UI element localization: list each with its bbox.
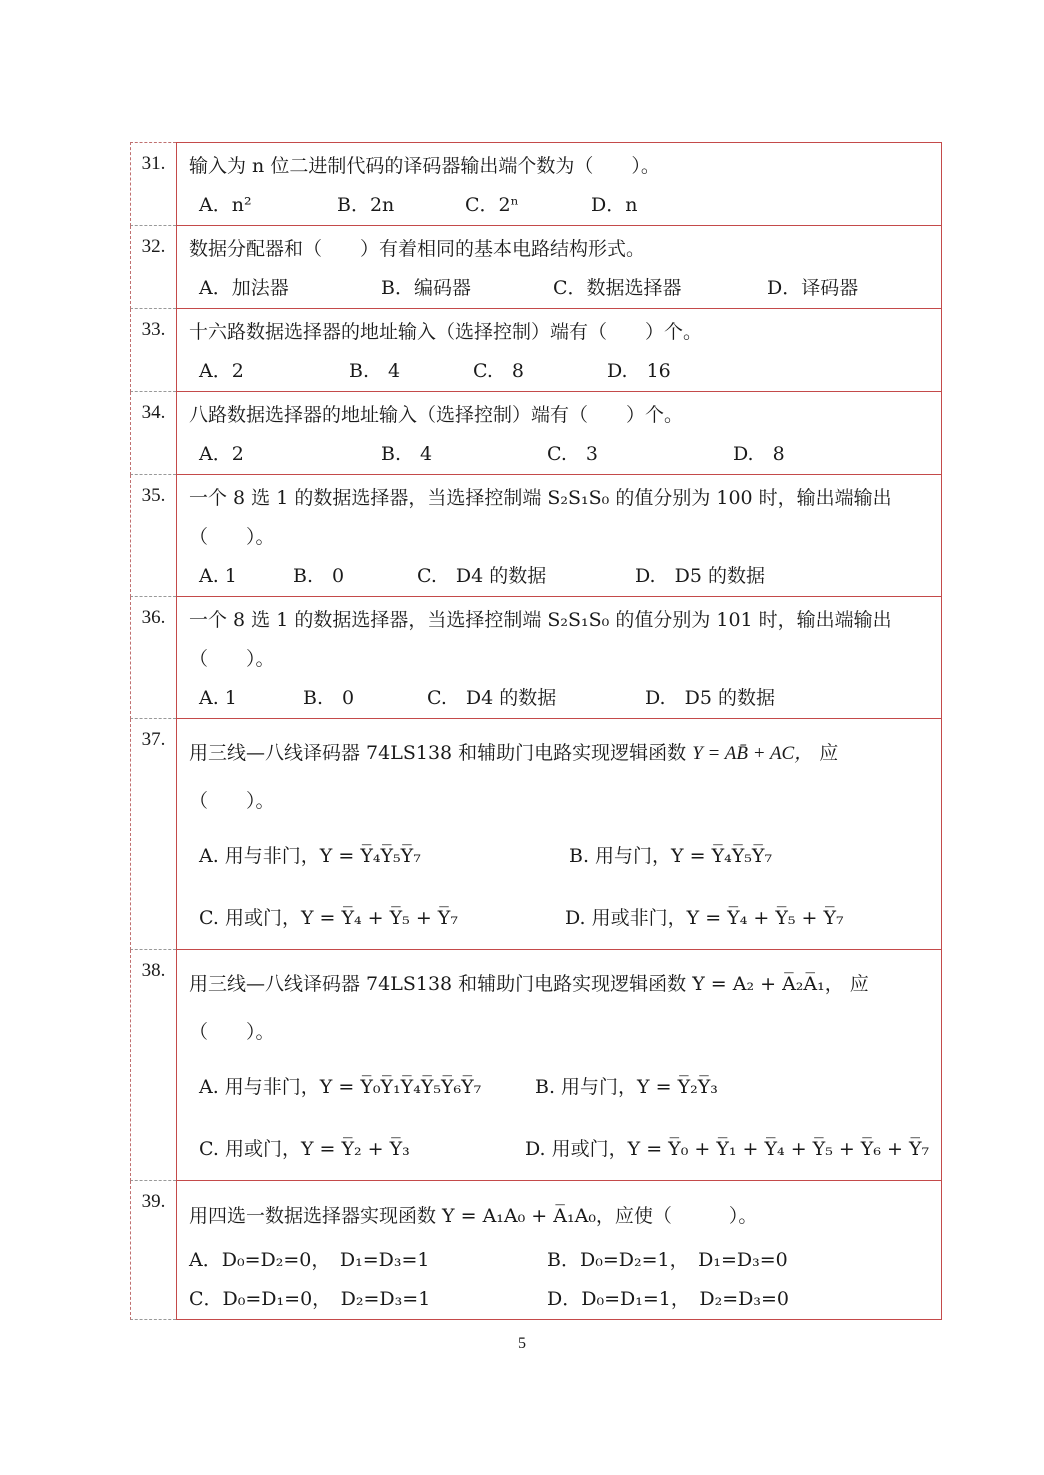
question-stem-continued: （ ）。 — [189, 648, 275, 670]
logic-formula: Y = AB̄ + AC， — [692, 743, 814, 764]
question-stem: 用三线—八线译码器 74LS138 和辅助门电路实现逻辑函数 — [189, 742, 687, 764]
question-stem-continued: （ ）。 — [189, 1021, 275, 1043]
option-c: C. 用或门，Y = Y̅₂ + Y̅₃ — [199, 1138, 410, 1160]
question-content — [176, 1181, 942, 1320]
option-b: B. 0 — [303, 687, 355, 709]
option-d: D．D₀=D₁=1， D₂=D₃=0 — [547, 1288, 789, 1310]
question-row-37 — [130, 719, 942, 950]
options-row — [189, 1241, 931, 1280]
question-stem-continued: （ ）。 — [189, 526, 275, 548]
option-b: B．编码器 — [381, 277, 471, 299]
option-b: B．2n — [337, 194, 395, 216]
question-content — [176, 597, 942, 719]
question-content — [176, 392, 942, 475]
option-c: C. D4 的数据 — [427, 687, 557, 709]
option-c: C. 8 — [473, 360, 524, 382]
options-row — [189, 269, 931, 308]
question-content — [176, 719, 942, 950]
question-row-35 — [130, 475, 942, 597]
question-stem-tail: 应 — [849, 973, 869, 995]
question-row-34 — [130, 392, 942, 475]
options-row — [189, 1280, 931, 1319]
option-d: D. 用或门，Y = Y̅₀ + Y̅₁ + Y̅₄ + Y̅₅ + Y̅₆ + Y̅₇ — [525, 1138, 930, 1160]
question-row-33 — [130, 309, 942, 392]
question-row-36 — [130, 597, 942, 719]
question-number: 37. — [130, 719, 176, 950]
option-c: C. 3 — [547, 443, 598, 465]
options-row — [189, 186, 931, 225]
question-row-39 — [130, 1181, 942, 1320]
question-content — [176, 142, 942, 226]
option-d: D. 16 — [607, 360, 671, 382]
option-b: B．D₀=D₂=1， D₁=D₃=0 — [547, 1249, 788, 1271]
question-row-38 — [130, 950, 942, 1181]
option-b: B. 0 — [293, 565, 345, 587]
option-c: C．数据选择器 — [553, 277, 682, 299]
options-row — [189, 679, 931, 718]
question-stem: 数据分配器和（ ）有着相同的基本电路结构形式。 — [189, 238, 646, 260]
option-a: A．2 — [199, 360, 244, 382]
question-stem: 十六路数据选择器的地址输入（选择控制）端有（ ）个。 — [189, 321, 703, 343]
options-row — [189, 352, 931, 391]
option-a: A．2 — [199, 443, 244, 465]
question-content — [176, 309, 942, 392]
question-row-31 — [130, 142, 942, 226]
question-row-32 — [130, 226, 942, 309]
option-b: B. 用与门，Y = Y̅₂Y̅₃ — [535, 1076, 718, 1098]
option-d: D. 8 — [733, 443, 785, 465]
question-stem-tail: 应 — [819, 742, 839, 764]
question-stem: 一个 8 选 1 的数据选择器，当选择控制端 S₂S₁S₀ 的值分别为 100 时，输出端输出 — [189, 487, 892, 509]
question-number: 36. — [130, 597, 176, 719]
options-row — [189, 887, 931, 949]
question-stem: 一个 8 选 1 的数据选择器，当选择控制端 S₂S₁S₀ 的值分别为 101 时，输出端输出 — [189, 609, 892, 631]
option-a: A. 1 — [199, 565, 237, 587]
question-table — [130, 142, 942, 1320]
option-a: A．D₀=D₂=0， D₁=D₃=1 — [189, 1249, 430, 1271]
option-c: C. D4 的数据 — [417, 565, 547, 587]
option-b: B. 4 — [381, 443, 433, 465]
option-c: C. 用或门，Y = Y̅₄ + Y̅₅ + Y̅₇ — [199, 907, 458, 929]
question-number: 34. — [130, 392, 176, 475]
question-stem-continued: （ ）。 — [189, 790, 275, 812]
option-d: D. 用或非门，Y = Y̅₄ + Y̅₅ + Y̅₇ — [565, 907, 844, 929]
option-c: C．D₀=D₁=0， D₂=D₃=1 — [189, 1288, 431, 1310]
option-d: D．n — [591, 194, 638, 216]
options-row — [189, 825, 931, 887]
question-stem-line — [189, 729, 931, 777]
question-stem: 用三线—八线译码器 74LS138 和辅助门电路实现逻辑函数 Y = A₂ + A̅₂A̅₁， — [189, 973, 844, 995]
options-row — [189, 1118, 931, 1180]
option-a: A. 用与非门，Y = Y̅₀Y̅₁Y̅₄Y̅₅Y̅₆Y̅₇ — [199, 1076, 482, 1098]
option-b: B. 用与门，Y = Y̅₄Y̅₅Y̅₇ — [569, 845, 773, 867]
page-number: 5 — [518, 1335, 526, 1352]
option-d: D. D5 的数据 — [635, 565, 765, 587]
option-d: D．译码器 — [767, 277, 859, 299]
question-content — [176, 226, 942, 309]
question-content — [176, 950, 942, 1181]
options-row — [189, 557, 931, 596]
question-number: 38. — [130, 950, 176, 1181]
question-number: 32. — [130, 226, 176, 309]
option-a: A. 1 — [199, 687, 237, 709]
options-row — [189, 1056, 931, 1118]
option-d: D. D5 的数据 — [645, 687, 775, 709]
question-number: 31. — [130, 142, 176, 226]
question-number: 39. — [130, 1181, 176, 1320]
option-b: B. 4 — [349, 360, 401, 382]
option-a: A. 用与非门，Y = Y̅₄Y̅₅Y̅₇ — [199, 845, 421, 867]
question-stem-line — [189, 960, 931, 1008]
question-stem: 用四选一数据选择器实现函数 Y = A₁A₀ + A̅₁A₀，应使（ ）。 — [189, 1205, 758, 1227]
option-c: C．2ⁿ — [465, 194, 519, 216]
question-number: 33. — [130, 309, 176, 392]
question-stem: 输入为 n 位二进制代码的译码器输出端个数为（ ）。 — [189, 155, 660, 177]
option-a: A．加法器 — [199, 277, 289, 299]
question-stem: 八路数据选择器的地址输入（选择控制）端有（ ）个。 — [189, 404, 684, 426]
options-row — [189, 435, 931, 474]
question-content — [176, 475, 942, 597]
option-a: A．n² — [199, 194, 252, 216]
question-number: 35. — [130, 475, 176, 597]
